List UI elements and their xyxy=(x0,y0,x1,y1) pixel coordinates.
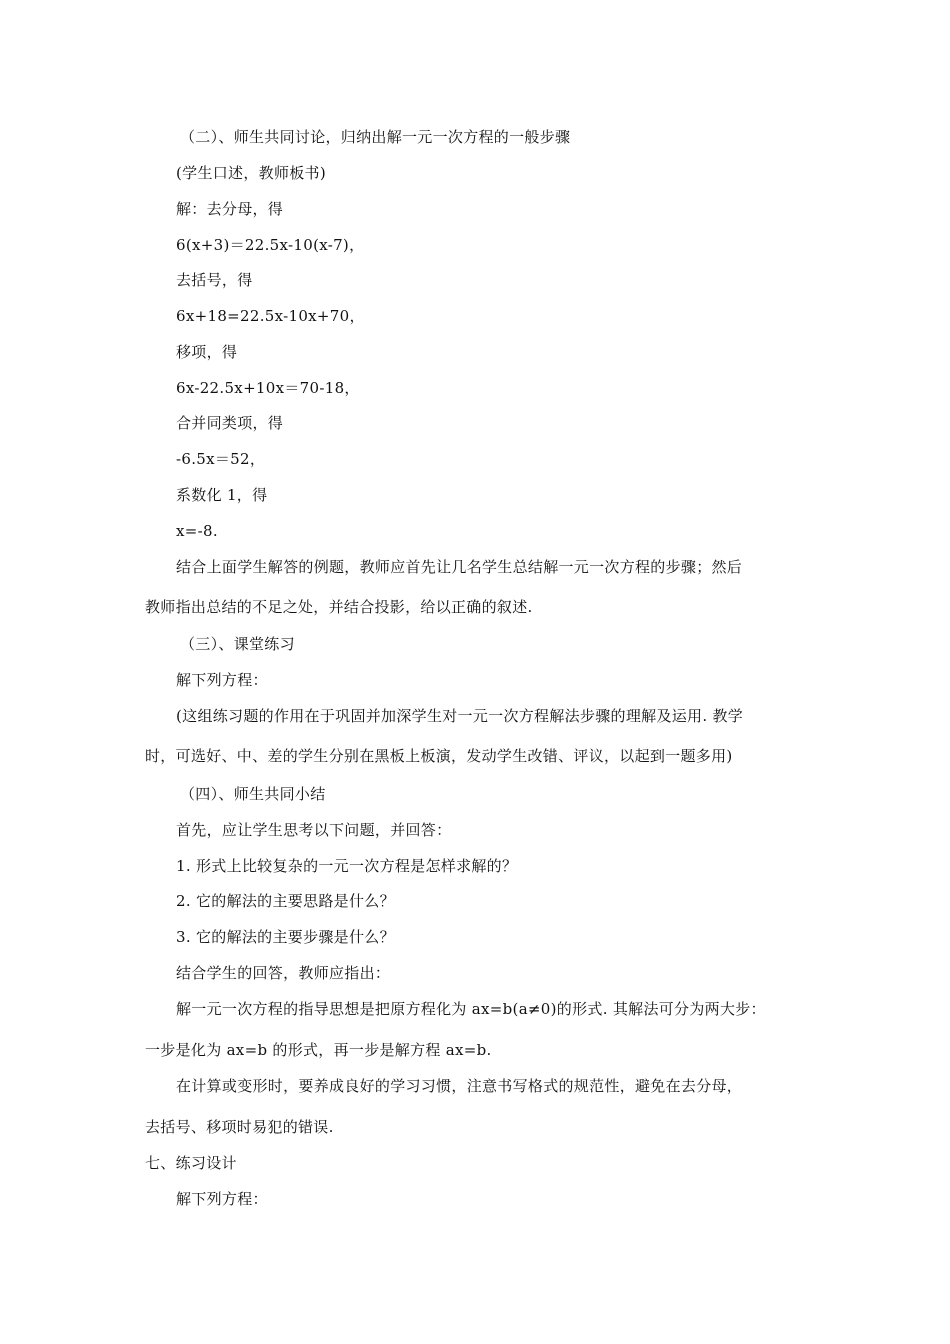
section-heading-discussion: （二）、师生共同讨论，归纳出解一元一次方程的一般步骤 xyxy=(180,128,571,146)
paragraph-line: 教师指出总结的不足之处，并结合投影，给以正确的叙述. xyxy=(145,598,533,616)
section-heading-practice: （三）、课堂练习 xyxy=(180,635,295,653)
equation-line: 6x-22.5x+10x＝70-18， xyxy=(176,379,360,397)
section-heading-exercise-design: 七、练习设计 xyxy=(145,1154,237,1172)
list-item: 2. 它的解法的主要思路是什么？ xyxy=(176,892,395,910)
paragraph-line: (这组练习题的作用在于巩固并加深学生对一元一次方程解法步骤的理解及运用. 教学 xyxy=(176,707,744,725)
text-line: 移项，得 xyxy=(176,343,238,361)
list-item: 1. 形式上比较复杂的一元一次方程是怎样求解的？ xyxy=(176,857,518,875)
text-line: 解下列方程： xyxy=(176,671,268,689)
text-line: 结合学生的回答，教师应指出： xyxy=(176,964,391,982)
text-line: 解：去分母，得 xyxy=(176,200,284,218)
text-line: 系数化 1，得 xyxy=(176,486,268,504)
text-line: 首先，应让学生思考以下问题，并回答： xyxy=(176,821,452,839)
text-line: 解下列方程： xyxy=(176,1190,268,1208)
paragraph-line: 在计算或变形时，要养成良好的学习习惯，注意书写格式的规范性，避免在去分母， xyxy=(176,1077,743,1095)
section-heading-summary: （四）、师生共同小结 xyxy=(180,785,326,803)
equation-line: 6x+18=22.5x-10x+70， xyxy=(176,307,365,325)
text-line: (学生口述，教师板书) xyxy=(176,164,327,182)
list-item: 3. 它的解法的主要步骤是什么？ xyxy=(176,928,395,946)
equation-line: 6(x+3)＝22.5x-10(x-7)， xyxy=(176,236,365,254)
equation-line: x=-8. xyxy=(176,522,218,540)
paragraph-line: 一步是化为 ax=b 的形式，再一步是解方程 ax=b. xyxy=(145,1041,492,1059)
paragraph-line: 解一元一次方程的指导思想是把原方程化为 ax=b(a≠0)的形式. 其解法可分为两大步： xyxy=(176,1000,766,1018)
text-line: 去括号，得 xyxy=(176,271,253,289)
equation-line: -6.5x＝52， xyxy=(176,450,266,468)
paragraph-line: 去括号、移项时易犯的错误. xyxy=(145,1118,334,1136)
text-line: 合并同类项，得 xyxy=(176,414,284,432)
paragraph-line: 时，可选好、中、差的学生分别在黑板上板演，发动学生改错、评议，以起到一题多用) xyxy=(145,747,733,765)
paragraph-line: 结合上面学生解答的例题，教师应首先让几名学生总结解一元一次方程的步骤；然后 xyxy=(176,558,743,576)
